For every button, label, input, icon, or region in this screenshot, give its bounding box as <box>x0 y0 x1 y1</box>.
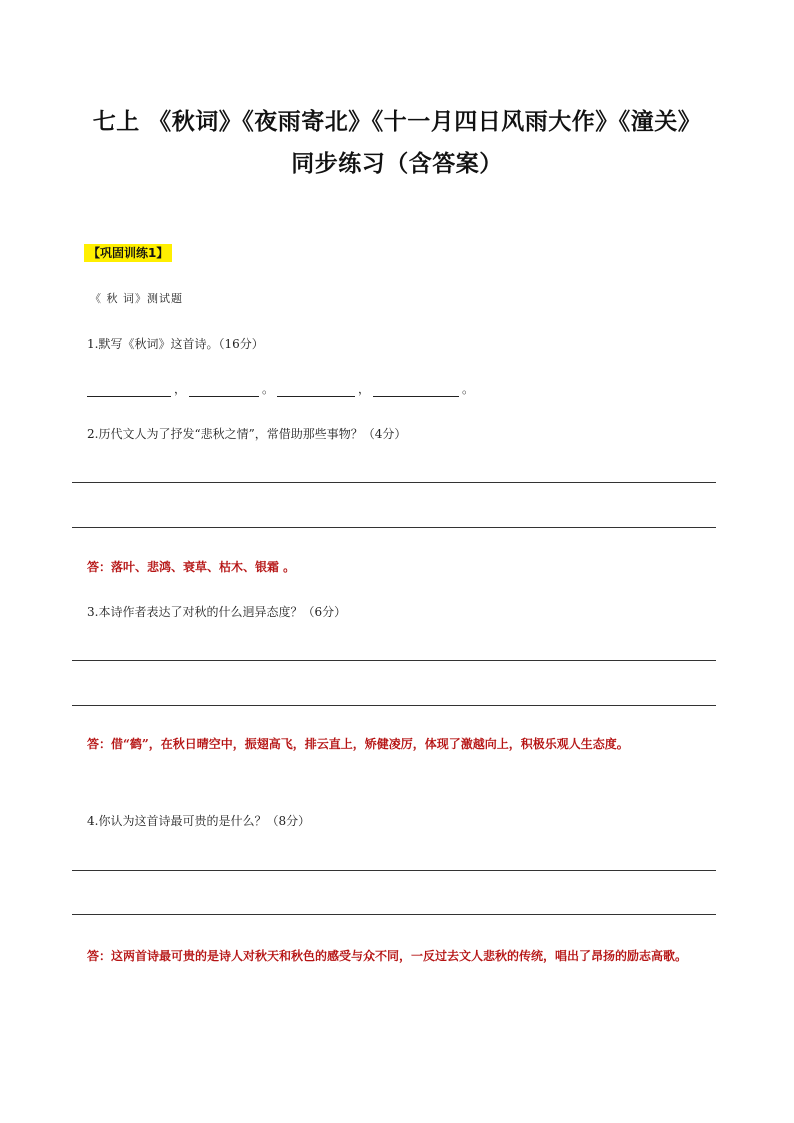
question-4: 4.你认为这首诗最可贵的是什么？（8分） <box>87 814 311 828</box>
fill-in-row <box>87 380 477 397</box>
blank-line-2[interactable] <box>189 386 259 397</box>
blank-line-4[interactable] <box>373 386 459 397</box>
answer-line[interactable] <box>72 705 716 706</box>
answer-line[interactable] <box>72 914 716 915</box>
answer-line[interactable] <box>72 870 716 871</box>
answer-3: 答：借“鹤”，在秋日晴空中，振翅高飞，排云直上，矫健凌厉，体现了激越向上，积极乐观人生态度。 <box>87 737 629 751</box>
blank-line-3[interactable] <box>277 386 355 397</box>
punctuation-1: ， <box>174 382 187 396</box>
question-2: 2.历代文人为了抒发“悲秋之情”，常借助那些事物？（4分） <box>87 427 407 441</box>
answer-4: 答：这两首诗最可贵的是诗人对秋天和秋色的感受与众不同，一反过去文人悲秋的传统，唱出了昂扬的励志高歌。 <box>87 949 688 963</box>
test-subtitle: 《 秋 词》测试题 <box>90 292 183 305</box>
page-title-line-2: 同步练习（含答案） <box>291 150 503 177</box>
question-1: 1.默写《秋词》这首诗。（16分） <box>87 337 264 351</box>
punctuation-3: ， <box>358 382 371 396</box>
punctuation-2: 。 <box>262 382 275 396</box>
answer-2: 答：落叶、悲鸿、衰草、枯木、银霜 。 <box>87 560 296 574</box>
section-tag: 【巩固训练1】 <box>84 244 172 262</box>
page-title-line-1: 七上 《秋词》《夜雨寄北》《十一月四日风雨大作》《潼关》 <box>92 108 702 135</box>
answer-line[interactable] <box>72 660 716 661</box>
punctuation-4: 。 <box>462 382 475 396</box>
answer-line[interactable] <box>72 482 716 483</box>
blank-line-1[interactable] <box>87 386 171 397</box>
answer-line[interactable] <box>72 527 716 528</box>
question-3: 3.本诗作者表达了对秋的什么迥异态度？（6分） <box>87 605 347 619</box>
